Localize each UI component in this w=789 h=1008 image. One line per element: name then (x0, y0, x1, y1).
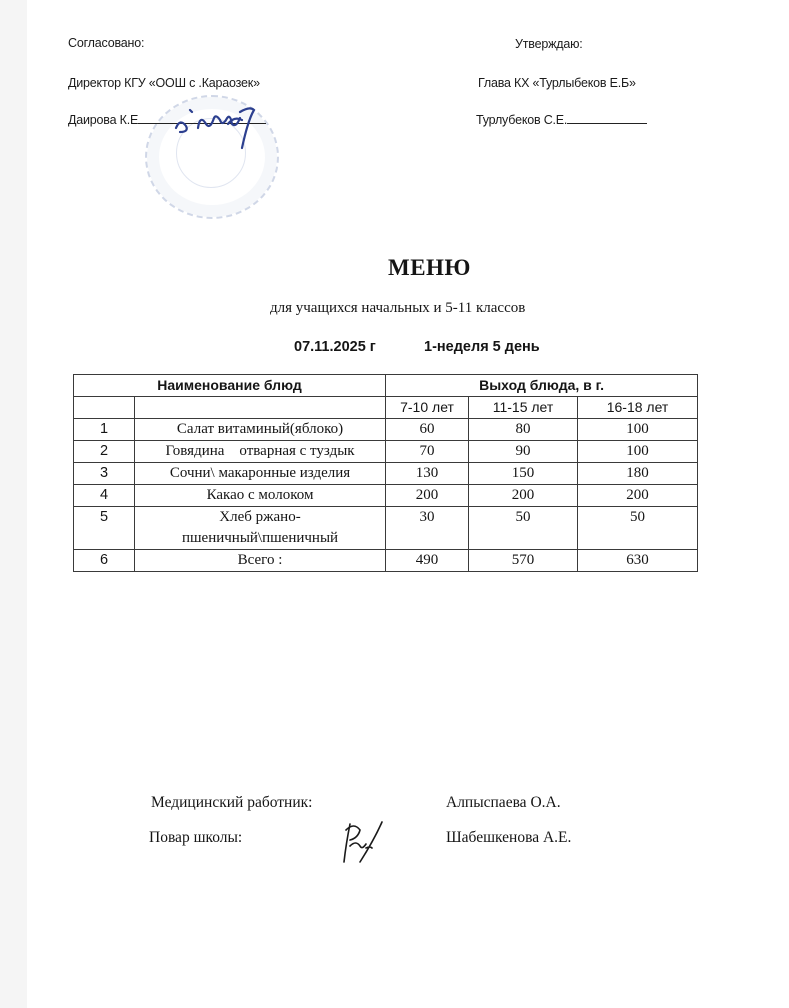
signature-blank (567, 123, 647, 124)
document-title: МЕНЮ (388, 255, 471, 280)
approval-right-name: Турлубеков С.Е. (476, 113, 568, 127)
header-age-7-10: 7-10 лет (386, 397, 469, 419)
document-subtitle: для учащихся начальных и 5-11 классов (270, 300, 526, 316)
table-total-row (74, 550, 698, 572)
total-7-10: 490 (386, 550, 469, 572)
approval-right-signature-line (476, 113, 647, 127)
document-date: 07.11.2025 г (294, 339, 376, 355)
director-signature-icon (168, 98, 278, 158)
yield-7-10: 200 (386, 485, 469, 507)
header-yield: Выход блюда, в г. (386, 375, 698, 397)
yield-16-18: 100 (578, 441, 698, 463)
yield-11-15: 80 (469, 419, 578, 441)
scan-edge-strip (0, 0, 27, 1008)
table-row (74, 441, 698, 463)
table-row (74, 419, 698, 441)
cook-label: Повар школы: (149, 829, 243, 846)
medic-name: Алпыспаева О.А. (446, 794, 561, 811)
yield-7-10: 30 (386, 507, 469, 550)
approval-right-heading: Утверждаю: (515, 37, 583, 51)
table-row (74, 463, 698, 485)
cook-name: Шабешкенова А.Е. (446, 829, 572, 846)
table-header-row (74, 375, 698, 397)
yield-7-10: 70 (386, 441, 469, 463)
yield-16-18: 100 (578, 419, 698, 441)
table-row (74, 485, 698, 507)
row-number: 6 (74, 550, 135, 572)
dish-name: Какао с молоком (135, 485, 386, 507)
total-11-15: 570 (469, 550, 578, 572)
menu-table (73, 374, 698, 572)
yield-7-10: 60 (386, 419, 469, 441)
row-number: 2 (74, 441, 135, 463)
yield-11-15: 90 (469, 441, 578, 463)
approval-left-heading: Согласовано: (68, 36, 145, 50)
row-number: 1 (74, 419, 135, 441)
approval-left-position: Директор КГУ «ООШ с .Караозек» (68, 76, 260, 90)
approval-left-name: Даирова К.Е (68, 113, 139, 127)
total-16-18: 630 (578, 550, 698, 572)
yield-7-10: 130 (386, 463, 469, 485)
subheader-empty-num (74, 397, 135, 419)
dish-name: Сочни\ макаронные изделия (135, 463, 386, 485)
header-dish-name: Наименование блюд (74, 375, 386, 397)
yield-11-15: 200 (469, 485, 578, 507)
header-age-16-18: 16-18 лет (578, 397, 698, 419)
dish-name-line-2: пшеничный\пшеничный (181, 530, 339, 546)
dish-name-line-1: Хлеб ржано- (219, 509, 301, 525)
table-row (74, 507, 698, 550)
medic-label: Медицинский работник: (151, 794, 313, 811)
dish-name (135, 507, 386, 550)
yield-16-18: 50 (578, 507, 698, 550)
document-week-day: 1-неделя 5 день (424, 339, 540, 355)
dish-name: Говядина отварная с туздык (135, 441, 386, 463)
yield-11-15: 150 (469, 463, 578, 485)
row-number: 4 (74, 485, 135, 507)
row-number: 5 (74, 507, 135, 550)
total-label: Всего : (135, 550, 386, 572)
subheader-empty-name (135, 397, 386, 419)
table-subheader-row (74, 397, 698, 419)
yield-11-15: 50 (469, 507, 578, 550)
yield-16-18: 200 (578, 485, 698, 507)
yield-16-18: 180 (578, 463, 698, 485)
row-number: 3 (74, 463, 135, 485)
header-age-11-15: 11-15 лет (469, 397, 578, 419)
approval-right-position: Глава КХ «Турлыбеков Е.Б» (478, 76, 636, 90)
dish-name: Салат витаминый(яблоко) (135, 419, 386, 441)
cook-signature-icon (336, 818, 396, 868)
